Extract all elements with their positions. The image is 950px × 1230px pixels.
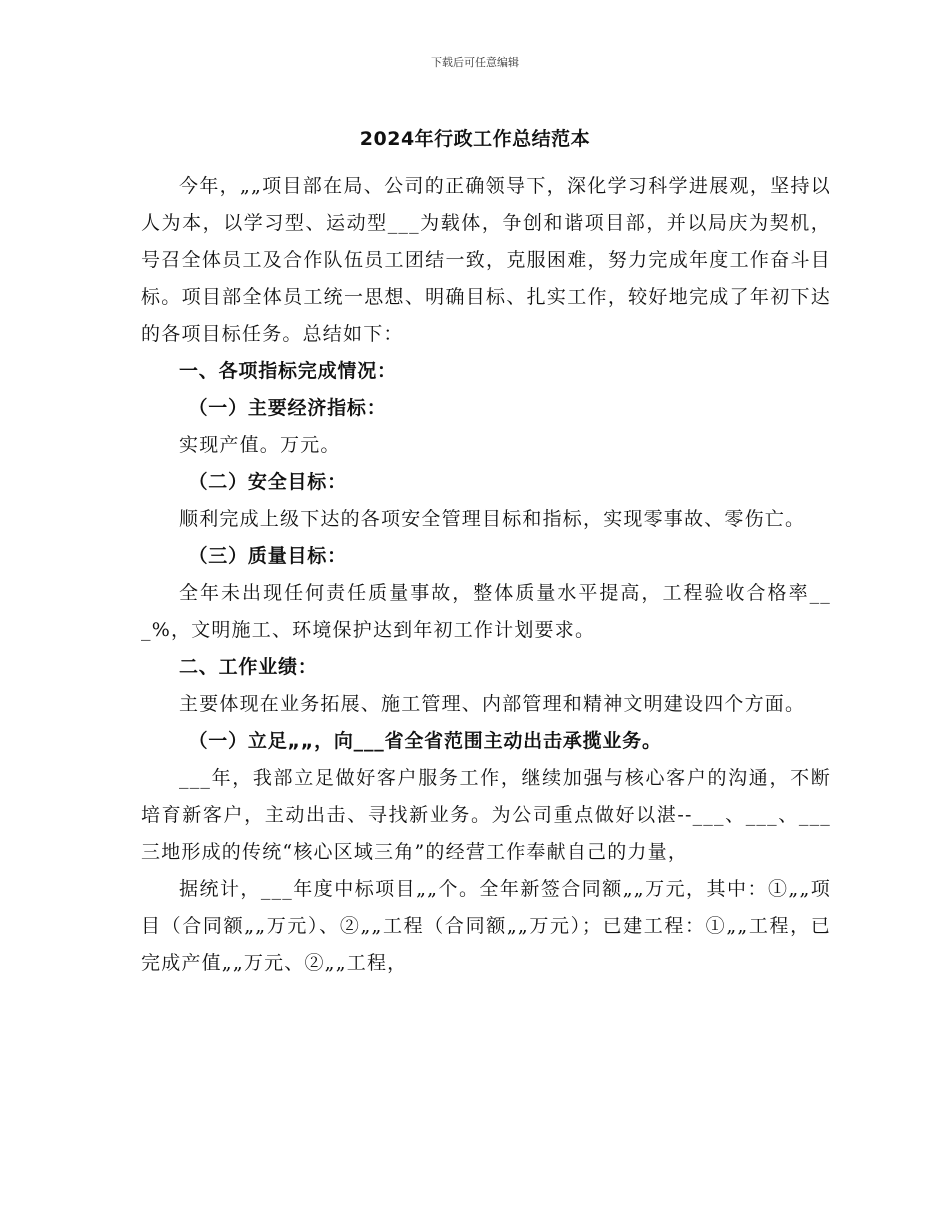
document-body (141, 168, 831, 982)
paragraph-intro: 今年，„„项目部在局、公司的正确领导下，深化学习科学进展观，坚持以人为本，以学习型、运动型___为载体，争创和谐项目部，并以局庆为契机，号召全体员工及合作队伍员工团结一致，克服困难，努力完成年度工作奋斗目标。项目部全体员工统一思想、明确目标、扎实工作，较好地完成了年初下达的各项目标任务。总结如下： (141, 175, 831, 345)
paragraph-achievements: 主要体现在业务拓展、施工管理、内部管理和精神文明建设四个方面。 (179, 693, 806, 715)
subheading-business: （一）立足„„，向___省全省范围主动出击承揽业务。 (188, 730, 662, 752)
heading-achievements: 二、工作业绩： (179, 656, 318, 678)
subheading-economic: （一）主要经济指标： (188, 397, 387, 419)
paragraph-business: ___年，我部立足做好客户服务工作，继续加强与核心客户的沟通，不断培育新客户，主动出击、寻找新业务。为公司重点做好以湛--___、___、___三地形成的传统“核心区域三角”的经营工作奉献自己的力量， (141, 767, 831, 863)
subheading-safety: （二）安全目标： (188, 471, 347, 493)
paragraph-quality: 全年未出现任何责任质量事故，整体质量水平提高，工程验收合格率___%，文明施工、环境保护达到年初工作计划要求。 (141, 582, 831, 641)
heading-indicators: 一、各项指标完成情况： (179, 360, 397, 382)
subheading-quality: （三）质量目标： (188, 545, 347, 567)
header-note: 下载后可任意编辑 (431, 56, 519, 69)
paragraph-safety: 顺利完成上级下达的各项安全管理目标和指标，实现零事故、零伤亡。 (179, 508, 806, 530)
document-title: 2024年行政工作总结范本 (359, 128, 591, 150)
paragraph-output-value: 实现产值。万元。 (179, 434, 341, 456)
paragraph-statistics: 据统计，___年度中标项目„„个。全年新签合同额„„万元，其中：①„„项目（合同额„„万元）、②„„工程（合同额„„万元）；已建工程：①„„工程，已完成产值„„万元、②„„工程， (141, 878, 831, 974)
